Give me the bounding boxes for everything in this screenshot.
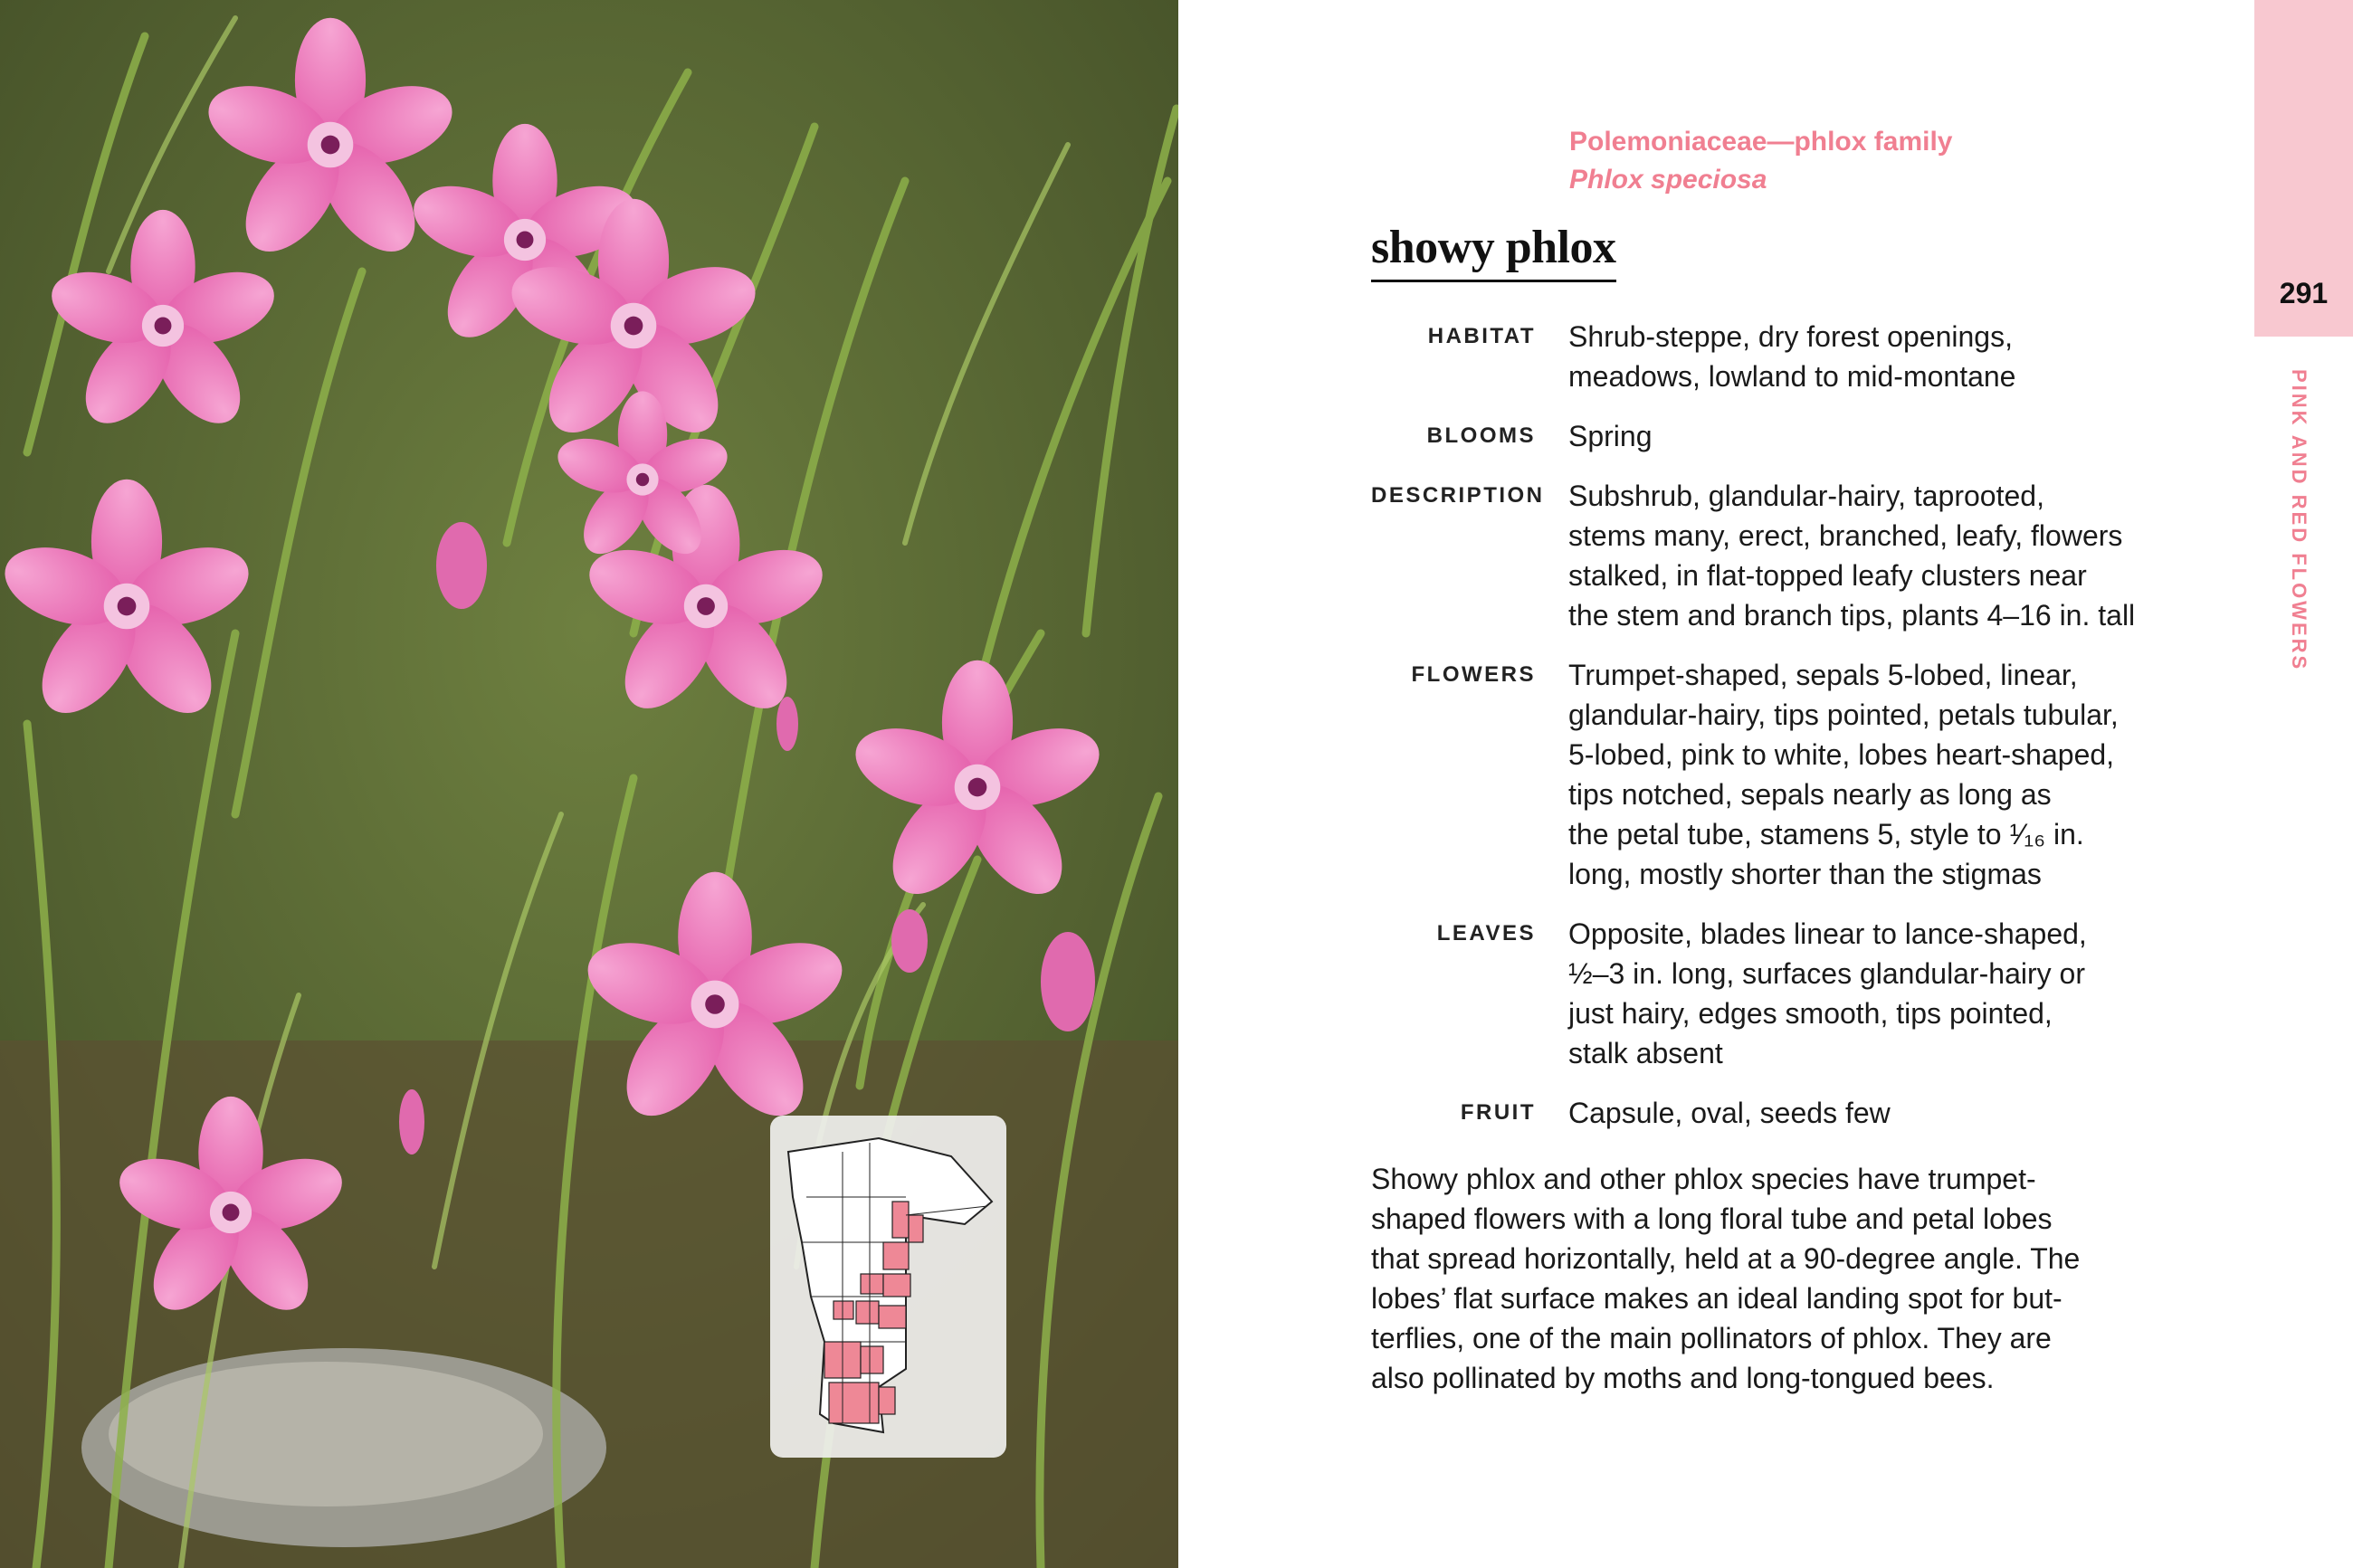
family-name: Polemoniaceae—phlox family <box>1569 127 1953 157</box>
spec-line: the petal tube, stamens 5, style to ¹⁄₁₆ in. <box>1568 818 2084 851</box>
narrative-line: shaped flowers with a long floral tube and petal lobes <box>1371 1202 2053 1235</box>
narrative-line: lobes’ flat surface makes an ideal landing spot for but- <box>1371 1282 2062 1315</box>
section-tab-underline <box>2254 333 2353 337</box>
spec-row-fruit <box>1371 1093 2167 1133</box>
spec-label: DESCRIPTION <box>1371 483 1545 508</box>
spec-value <box>1568 655 2166 894</box>
narrative-line: Showy phlox and other phlox species have trumpet- <box>1371 1163 2036 1195</box>
spec-label: LEAVES <box>1436 921 1536 946</box>
spec-value <box>1568 1093 2166 1133</box>
spec-row-habitat <box>1371 317 2167 396</box>
spec-line: Subshrub, glandular-hairy, taprooted, <box>1568 480 2044 512</box>
range-map-drawing <box>770 1116 1006 1458</box>
narrative-paragraph <box>1371 1159 2167 1398</box>
spec-line: long, mostly shorter than the stigmas <box>1568 858 2042 890</box>
spec-label: FLOWERS <box>1411 662 1536 687</box>
narrative-line: also pollinated by moths and long-tongued bees. <box>1371 1362 1995 1394</box>
spec-row-leaves <box>1371 914 2167 1073</box>
spec-line: meadows, lowland to mid-montane <box>1568 360 2016 393</box>
spec-value <box>1568 317 2166 396</box>
spec-row-blooms <box>1371 416 2167 456</box>
family-header <box>1569 123 1952 199</box>
spec-line: glandular-hairy, tips pointed, petals tubular, <box>1568 698 2119 731</box>
spec-line: Trumpet-shaped, sepals 5-lobed, linear, <box>1568 659 2078 691</box>
narrative-line: that spread horizontally, held at a 90-degree angle. The <box>1371 1242 2081 1275</box>
spec-line: ½–3 in. long, surfaces glandular-hairy or <box>1568 957 2085 990</box>
spec-line: 5-lobed, pink to white, lobes heart-shaped, <box>1568 738 2115 771</box>
spec-line: Spring <box>1568 420 1653 452</box>
section-label: PINK AND RED FLOWERS <box>2288 369 2310 672</box>
scientific-name: Phlox speciosa <box>1569 165 1767 195</box>
spec-value <box>1568 416 2166 456</box>
spec-label: HABITAT <box>1427 324 1536 348</box>
page-number: 291 <box>2279 277 2329 309</box>
spec-line: Opposite, blades linear to lance-shaped, <box>1568 917 2087 950</box>
spec-row-flowers <box>1371 655 2167 894</box>
range-map <box>770 1116 1006 1458</box>
spec-line: the stem and branch tips, plants 4–16 in. tall <box>1568 599 2136 632</box>
spec-line: Shrub-steppe, dry forest openings, <box>1568 320 2013 353</box>
spec-value <box>1568 476 2166 635</box>
spec-line: stems many, erect, branched, leafy, flowers <box>1568 519 2123 552</box>
spec-line: stalk absent <box>1568 1037 1723 1069</box>
spec-label: FRUIT <box>1460 1100 1536 1125</box>
spec-line: just hairy, edges smooth, tips pointed, <box>1568 997 2053 1030</box>
spec-table <box>1371 317 2167 1153</box>
spec-value <box>1568 914 2166 1073</box>
narrative-line: terflies, one of the main pollinators of phlox. They are <box>1371 1322 2052 1354</box>
spec-label: BLOOMS <box>1426 423 1536 448</box>
spec-line: Capsule, oval, seeds few <box>1568 1097 1891 1129</box>
spec-line: stalked, in flat-topped leafy clusters near <box>1568 559 2087 592</box>
spec-line: tips notched, sepals nearly as long as <box>1568 778 2052 811</box>
spec-row-description <box>1371 476 2167 635</box>
page-title: showy phlox <box>1371 221 1616 282</box>
